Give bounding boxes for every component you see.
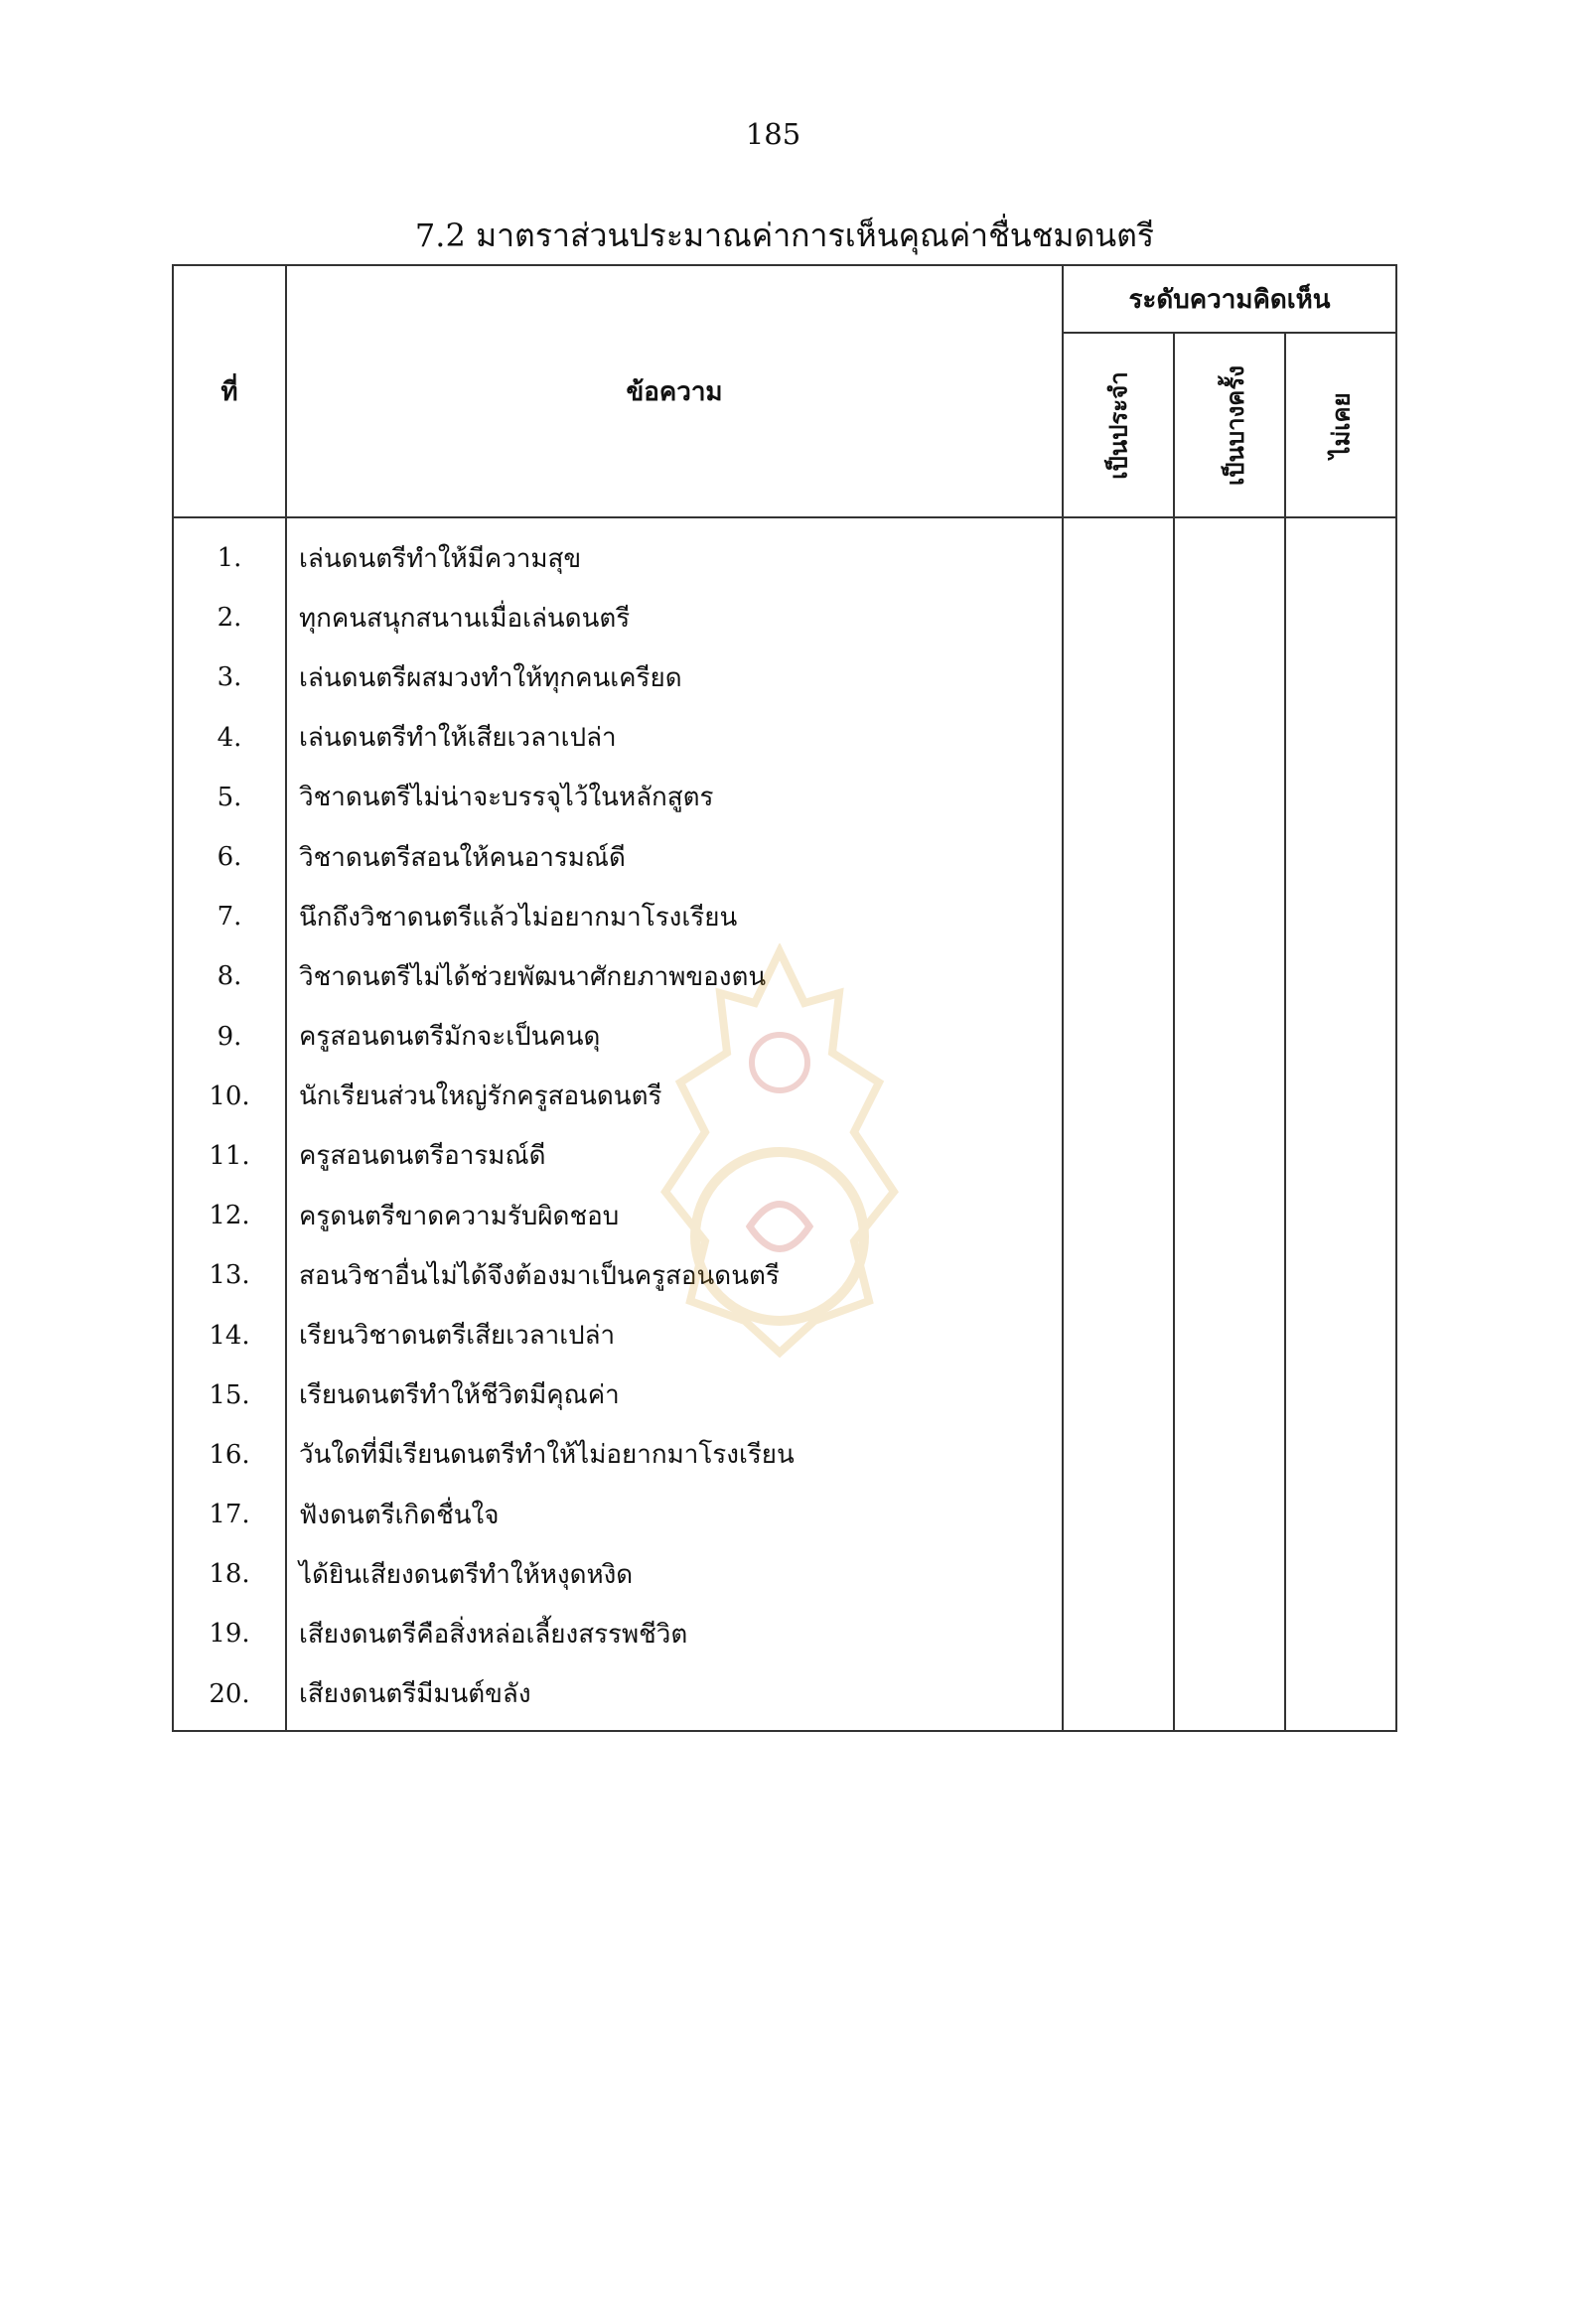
table-row	[173, 1425, 1396, 1485]
answer-cell-regularly[interactable]	[1063, 1485, 1174, 1544]
row-number: 14.	[173, 1305, 286, 1365]
row-statement: วิชาดนตรีไม่ได้ช่วยพัฒนาศักยภาพของตน	[286, 946, 1063, 1006]
row-statement: เล่นดนตรีผสมวงทำให้ทุกคนเครียด	[286, 648, 1063, 707]
answer-cell-never[interactable]	[1285, 1126, 1396, 1186]
answer-cell-sometimes[interactable]	[1174, 887, 1285, 946]
header-level-never	[1285, 333, 1396, 517]
table-row	[173, 1664, 1396, 1731]
answer-cell-sometimes[interactable]	[1174, 1186, 1285, 1245]
answer-cell-never[interactable]	[1285, 946, 1396, 1006]
table-row	[173, 1485, 1396, 1544]
answer-cell-regularly[interactable]	[1063, 1126, 1174, 1186]
answer-cell-sometimes[interactable]	[1174, 1604, 1285, 1663]
table-row	[173, 887, 1396, 946]
answer-cell-sometimes[interactable]	[1174, 648, 1285, 707]
answer-cell-regularly[interactable]	[1063, 827, 1174, 887]
answer-cell-regularly[interactable]	[1063, 1604, 1174, 1663]
row-statement: เล่นดนตรีทำให้เสียเวลาเปล่า	[286, 708, 1063, 768]
row-statement: ครูสอนดนตรีมักจะเป็นคนดุ	[286, 1007, 1063, 1067]
answer-cell-never[interactable]	[1285, 1485, 1396, 1544]
answer-cell-never[interactable]	[1285, 648, 1396, 707]
table-row	[173, 648, 1396, 707]
header-level-regularly-label: เป็นประจำ	[1103, 370, 1133, 480]
answer-cell-sometimes[interactable]	[1174, 1305, 1285, 1365]
table-row	[173, 768, 1396, 827]
header-no: ที่	[173, 265, 286, 517]
row-statement: ทุกคนสนุกสนานเมื่อเล่นดนตรี	[286, 588, 1063, 648]
answer-cell-regularly[interactable]	[1063, 1366, 1174, 1425]
answer-cell-sometimes[interactable]	[1174, 946, 1285, 1006]
answer-cell-sometimes[interactable]	[1174, 827, 1285, 887]
row-statement: วิชาดนตรีสอนให้คนอารมณ์ดี	[286, 827, 1063, 887]
header-level-sometimes-label: เป็นบางครั้ง	[1220, 364, 1249, 486]
row-number: 2.	[173, 588, 286, 648]
table-row	[173, 1544, 1396, 1604]
header-statement: ข้อความ	[286, 265, 1063, 517]
answer-cell-regularly[interactable]	[1063, 1664, 1174, 1731]
row-number: 13.	[173, 1245, 286, 1305]
answer-cell-regularly[interactable]	[1063, 768, 1174, 827]
table-row	[173, 946, 1396, 1006]
answer-cell-sometimes[interactable]	[1174, 1485, 1285, 1544]
answer-cell-regularly[interactable]	[1063, 708, 1174, 768]
row-number: 4.	[173, 708, 286, 768]
answer-cell-regularly[interactable]	[1063, 1245, 1174, 1305]
header-level-sometimes	[1174, 333, 1285, 517]
answer-cell-regularly[interactable]	[1063, 517, 1174, 588]
page-number: 185	[745, 117, 801, 151]
answer-cell-regularly[interactable]	[1063, 887, 1174, 946]
row-number: 3.	[173, 648, 286, 707]
row-number: 20.	[173, 1664, 286, 1731]
table-row	[173, 588, 1396, 648]
row-number: 17.	[173, 1485, 286, 1544]
answer-cell-never[interactable]	[1285, 1425, 1396, 1485]
header-level-regularly	[1063, 333, 1174, 517]
answer-cell-sometimes[interactable]	[1174, 588, 1285, 648]
row-statement: เรียนวิชาดนตรีเสียเวลาเปล่า	[286, 1305, 1063, 1365]
answer-cell-never[interactable]	[1285, 588, 1396, 648]
answer-cell-regularly[interactable]	[1063, 1067, 1174, 1126]
table-row	[173, 1245, 1396, 1305]
answer-cell-sometimes[interactable]	[1174, 1425, 1285, 1485]
answer-cell-sometimes[interactable]	[1174, 768, 1285, 827]
answer-cell-never[interactable]	[1285, 1544, 1396, 1604]
row-statement: วันใดที่มีเรียนดนตรีทำให้ไม่อยากมาโรงเรียน	[286, 1425, 1063, 1485]
row-statement: ครูสอนดนตรีอารมณ์ดี	[286, 1126, 1063, 1186]
answer-cell-never[interactable]	[1285, 827, 1396, 887]
row-statement: นึกถึงวิชาดนตรีแล้วไม่อยากมาโรงเรียน	[286, 887, 1063, 946]
row-number: 19.	[173, 1604, 286, 1663]
answer-cell-never[interactable]	[1285, 887, 1396, 946]
table-title: 7.2 มาตราส่วนประมาณค่าการเห็นคุณค่าชื่นชมดนตรี	[414, 216, 1155, 254]
row-statement: ครูดนตรีขาดความรับผิดชอบ	[286, 1186, 1063, 1245]
table-row	[173, 1067, 1396, 1126]
answer-cell-never[interactable]	[1285, 768, 1396, 827]
answer-cell-sometimes[interactable]	[1174, 1664, 1285, 1731]
answer-cell-regularly[interactable]	[1063, 1186, 1174, 1245]
row-number: 16.	[173, 1425, 286, 1485]
answer-cell-sometimes[interactable]	[1174, 1067, 1285, 1126]
answer-cell-never[interactable]	[1285, 1067, 1396, 1126]
table-row	[173, 1186, 1396, 1245]
answer-cell-regularly[interactable]	[1063, 946, 1174, 1006]
row-statement: วิชาดนตรีไม่น่าจะบรรจุไว้ในหลักสูตร	[286, 768, 1063, 827]
answer-cell-never[interactable]	[1285, 1245, 1396, 1305]
row-statement: เสียงดนตรีคือสิ่งหล่อเลี้ยงสรรพชีวิต	[286, 1604, 1063, 1663]
answer-cell-regularly[interactable]	[1063, 648, 1174, 707]
answer-cell-regularly[interactable]	[1063, 1425, 1174, 1485]
answer-cell-never[interactable]	[1285, 1007, 1396, 1067]
row-number: 18.	[173, 1544, 286, 1604]
table-row	[173, 1305, 1396, 1365]
header-level-never-label: ไม่เคย	[1326, 391, 1356, 459]
row-number: 15.	[173, 1366, 286, 1425]
answer-cell-regularly[interactable]	[1063, 588, 1174, 648]
table-body	[173, 517, 1396, 1731]
answer-cell-never[interactable]	[1285, 1305, 1396, 1365]
answer-cell-regularly[interactable]	[1063, 1544, 1174, 1604]
answer-cell-never[interactable]	[1285, 1664, 1396, 1731]
table-row	[173, 1604, 1396, 1663]
questionnaire-table	[172, 264, 1397, 1732]
row-statement: ได้ยินเสียงดนตรีทำให้หงุดหงิด	[286, 1544, 1063, 1604]
answer-cell-never[interactable]	[1285, 517, 1396, 588]
row-statement: เสียงดนตรีมีมนต์ขลัง	[286, 1664, 1063, 1731]
answer-cell-sometimes[interactable]	[1174, 1366, 1285, 1425]
row-statement: ฟังดนตรีเกิดชื่นใจ	[286, 1485, 1063, 1544]
row-statement: เล่นดนตรีทำให้มีความสุข	[286, 517, 1063, 588]
row-statement: สอนวิชาอื่นไม่ได้จึงต้องมาเป็นครูสอนดนตรี	[286, 1245, 1063, 1305]
row-statement: นักเรียนส่วนใหญ่รักครูสอนดนตรี	[286, 1067, 1063, 1126]
answer-cell-sometimes[interactable]	[1174, 1245, 1285, 1305]
table-row	[173, 1126, 1396, 1186]
table-row	[173, 1366, 1396, 1425]
table-row	[173, 1007, 1396, 1067]
row-number: 5.	[173, 768, 286, 827]
row-number: 10.	[173, 1067, 286, 1126]
table-row	[173, 517, 1396, 588]
row-number: 11.	[173, 1126, 286, 1186]
answer-cell-never[interactable]	[1285, 708, 1396, 768]
row-number: 8.	[173, 946, 286, 1006]
table-row	[173, 708, 1396, 768]
answer-cell-never[interactable]	[1285, 1604, 1396, 1663]
header-opinion-level: ระดับความคิดเห็น	[1063, 265, 1396, 333]
row-statement: เรียนดนตรีทำให้ชีวิตมีคุณค่า	[286, 1366, 1063, 1425]
row-number: 9.	[173, 1007, 286, 1067]
answer-cell-never[interactable]	[1285, 1186, 1396, 1245]
row-number: 6.	[173, 827, 286, 887]
row-number: 1.	[173, 517, 286, 588]
row-number: 12.	[173, 1186, 286, 1245]
answer-cell-sometimes[interactable]	[1174, 517, 1285, 588]
row-number: 7.	[173, 887, 286, 946]
answer-cell-sometimes[interactable]	[1174, 1007, 1285, 1067]
answer-cell-never[interactable]	[1285, 1366, 1396, 1425]
table-row	[173, 827, 1396, 887]
answer-cell-sometimes[interactable]	[1174, 708, 1285, 768]
answer-cell-sometimes[interactable]	[1174, 1544, 1285, 1604]
answer-cell-regularly[interactable]	[1063, 1305, 1174, 1365]
answer-cell-regularly[interactable]	[1063, 1007, 1174, 1067]
answer-cell-sometimes[interactable]	[1174, 1126, 1285, 1186]
